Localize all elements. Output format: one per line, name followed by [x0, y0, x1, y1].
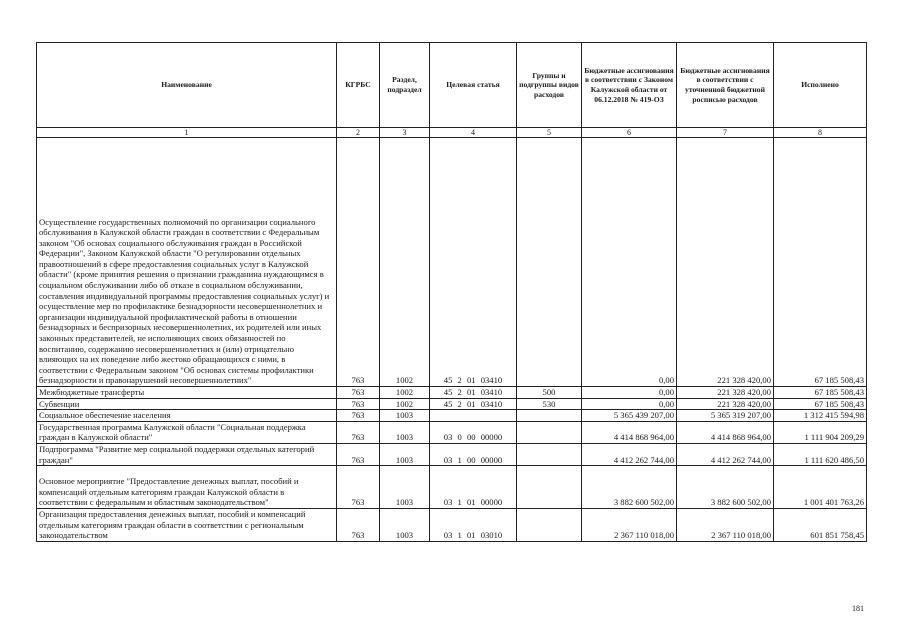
row-kgrbs: 763: [337, 508, 380, 541]
row-executed: 1 111 620 486,50: [774, 443, 867, 465]
row-group: [517, 138, 582, 387]
table-row: [37, 421, 867, 443]
row-refined-allocation: 221 328 420,00: [677, 138, 774, 387]
column-number: 5: [517, 128, 582, 138]
row-executed: 67 185 508,43: [774, 387, 867, 399]
row-name: Подпрограмма "Развитие мер социальной поддержки отдельных категорий граждан": [37, 443, 337, 465]
row-group: [517, 410, 582, 422]
row-target: 03 1 00 00000: [430, 443, 517, 465]
row-law-allocation: 4 414 868 964,00: [582, 421, 677, 443]
row-section: 1002: [380, 138, 430, 387]
row-refined-allocation: 221 328 420,00: [677, 387, 774, 399]
row-target: [430, 410, 517, 422]
row-name: Социальное обеспечение населения: [37, 410, 337, 422]
row-law-allocation: 5 365 439 207,00: [582, 410, 677, 422]
row-executed: 67 185 508,43: [774, 138, 867, 387]
budget-table: [36, 42, 867, 542]
row-section: 1002: [380, 398, 430, 410]
row-group: [517, 421, 582, 443]
row-name: Основное мероприятие "Предоставление денежных выплат, пособий и компенсаций отдельным категориям граждан Калужской области в соответствии с федеральным и областным законодательством": [37, 466, 337, 509]
row-group: 500: [517, 387, 582, 399]
row-law-allocation: 0,00: [582, 387, 677, 399]
row-refined-allocation: 5 365 319 207,00: [677, 410, 774, 422]
row-group: [517, 508, 582, 541]
row-kgrbs: 763: [337, 410, 380, 422]
row-refined-allocation: 3 882 600 502,00: [677, 466, 774, 509]
row-section: 1003: [380, 443, 430, 465]
row-target: 45 2 01 03410: [430, 398, 517, 410]
row-name: Организация предоставления денежных выплат, пособий и компенсаций отдельным категориям граждан области в соответствии с региональным законодательством: [37, 508, 337, 541]
column-number: 8: [774, 128, 867, 138]
row-executed: 1 312 415 594,98: [774, 410, 867, 422]
row-section: 1003: [380, 421, 430, 443]
row-name: Межбюджетные трансферты: [37, 387, 337, 399]
column-number: 4: [430, 128, 517, 138]
row-kgrbs: 763: [337, 421, 380, 443]
column-number: 6: [582, 128, 677, 138]
row-section: 1002: [380, 387, 430, 399]
row-group: 530: [517, 398, 582, 410]
row-target: 03 1 01 03010: [430, 508, 517, 541]
column-number: 1: [37, 128, 337, 138]
row-law-allocation: 3 882 600 502,00: [582, 466, 677, 509]
header-executed: Исполнено: [774, 43, 867, 128]
row-law-allocation: 0,00: [582, 398, 677, 410]
row-name: Субвенции: [37, 398, 337, 410]
row-refined-allocation: 221 328 420,00: [677, 398, 774, 410]
row-section: 1003: [380, 508, 430, 541]
header-law-allocation: Бюджетные ассигнования в соответствии с Законом Калужской области от 06.12.2018 № 419-ОЗ: [582, 43, 677, 128]
row-law-allocation: 0,00: [582, 138, 677, 387]
row-name: Осуществление государственных полномочий по организации социального обслуживания в Калужской области граждан в соответствии с Федеральным законом "Об основах социального обслуживания граждан в Российской Федерации", Законом Калужской области "О регулировании отдельных правоотношений в сфере предоставления социальных услуг в Калужской области" (кроме принятия решения о признании гражданина нуждающимся в социальном обслуживании либо об отказе в социальном обслуживании, составления индивидуальной программы предоставления социальных услуг) и осуществление мер по профилактике безнадзорности несовершеннолетних и организации индивидуальной профилактической работы в отношении безнадзорных и беспризорных несовершеннолетних, их родителей или иных законных представителей, не исполняющих своих обязанностей по воспитанию, содержанию несовершеннолетних и (или) отрицательно влияющих на их поведение либо жестоко обращающихся с ними, в соответствии с Федеральным законом "Об основах системы профилактики безнадзорности и правонарушений несовершеннолетних": [37, 138, 337, 387]
table-row: [37, 398, 867, 410]
row-target: 45 2 01 03410: [430, 387, 517, 399]
row-refined-allocation: 4 412 262 744,00: [677, 443, 774, 465]
row-target: 45 2 01 03410: [430, 138, 517, 387]
table-row: [37, 387, 867, 399]
page-number: 181: [852, 604, 864, 613]
row-section: 1003: [380, 466, 430, 509]
column-number-row: [37, 128, 867, 138]
row-name: Государственная программа Калужской области "Социальная поддержка граждан в Калужской области": [37, 421, 337, 443]
row-refined-allocation: 4 414 868 964,00: [677, 421, 774, 443]
row-refined-allocation: 2 367 110 018,00: [677, 508, 774, 541]
row-executed: 601 851 758,45: [774, 508, 867, 541]
row-executed: 67 185 508,43: [774, 398, 867, 410]
row-group: [517, 443, 582, 465]
header-section: Раздел, подраздел: [380, 43, 430, 128]
header-name: Наименование: [37, 43, 337, 128]
row-kgrbs: 763: [337, 387, 380, 399]
row-law-allocation: 2 367 110 018,00: [582, 508, 677, 541]
column-number: 7: [677, 128, 774, 138]
row-executed: 1 001 401 763,26: [774, 466, 867, 509]
row-section: 1003: [380, 410, 430, 422]
column-number: 3: [380, 128, 430, 138]
table-row: [37, 443, 867, 465]
row-kgrbs: 763: [337, 443, 380, 465]
table-row: [37, 466, 867, 509]
row-law-allocation: 4 412 262 744,00: [582, 443, 677, 465]
row-group: [517, 466, 582, 509]
table-row: [37, 138, 867, 387]
row-target: 03 1 01 00000: [430, 466, 517, 509]
header-kgrbs: КГРБС: [337, 43, 380, 128]
row-target: 03 0 00 00000: [430, 421, 517, 443]
header-refined-allocation: Бюджетные ассигнования в соответствии с уточненной бюджетной росписью расходов: [677, 43, 774, 128]
row-kgrbs: 763: [337, 466, 380, 509]
header-row: [37, 43, 867, 128]
column-number: 2: [337, 128, 380, 138]
row-executed: 1 111 904 209,29: [774, 421, 867, 443]
table-row: [37, 410, 867, 422]
header-target: Целевая статья: [430, 43, 517, 128]
header-group: Группы и подгруппы видов расходов: [517, 43, 582, 128]
table-row: [37, 508, 867, 541]
row-kgrbs: 763: [337, 398, 380, 410]
row-kgrbs: 763: [337, 138, 380, 387]
